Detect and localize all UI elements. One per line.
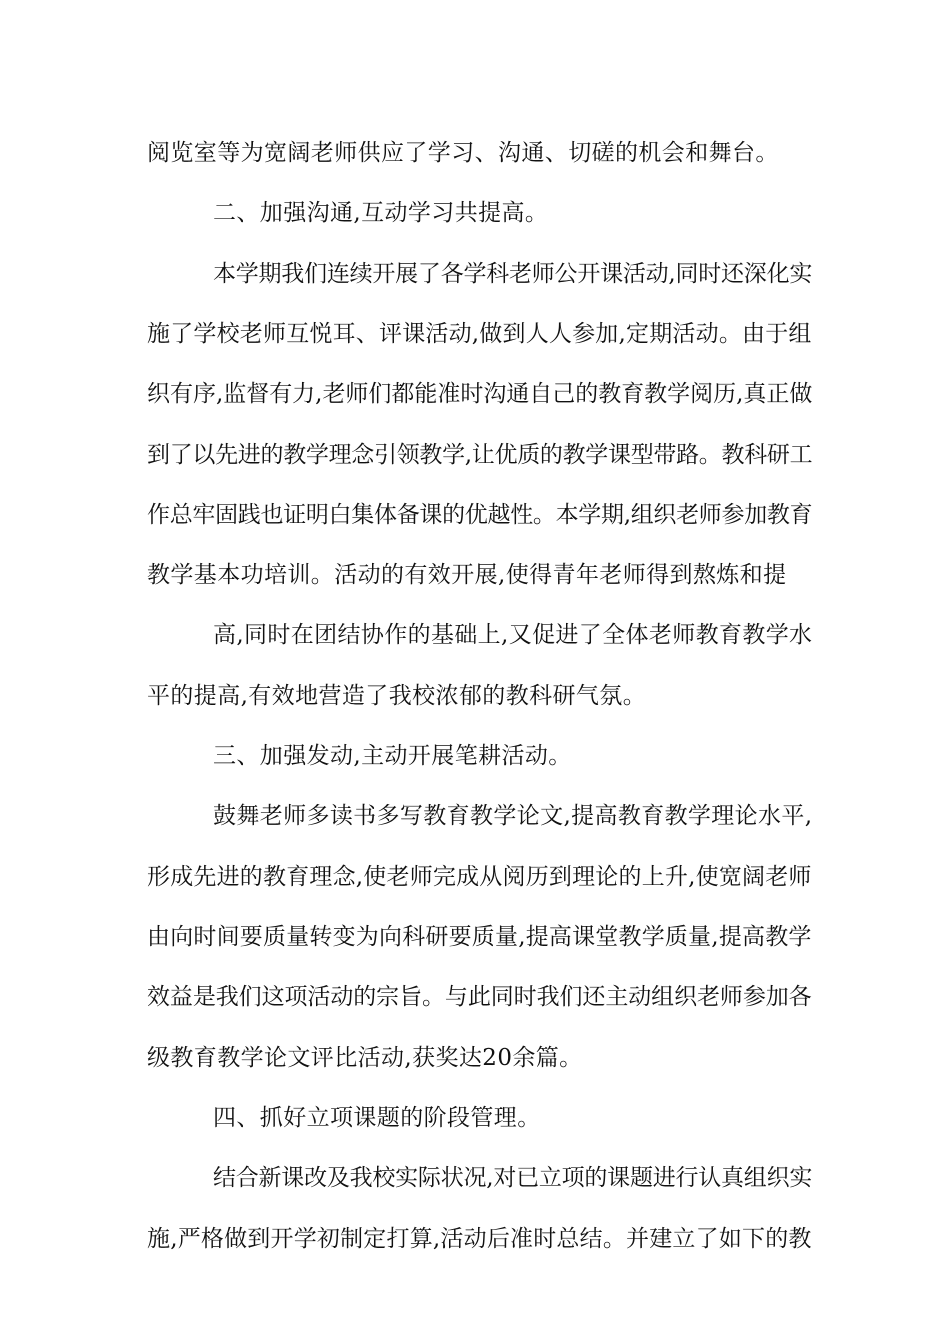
text-line: 级教育教学论文评比活动,获奖达20余篇。 xyxy=(147,1045,583,1071)
text-line: 教学基本功培训。活动的有效开展,使得青年老师得到熬炼和提 xyxy=(147,562,787,588)
text-line: 织有序,监督有力,老师们都能准时沟通自己的教育教学阅历,真正做 xyxy=(147,381,813,407)
text-line: 高,同时在团结协作的基础上,又促进了全体老师教育教学水 xyxy=(213,622,813,648)
text-line: 施,严格做到开学初制定打算,活动后准时总结。并建立了如下的教 xyxy=(147,1226,812,1252)
text-line: 本学期我们连续开展了各学科老师公开课活动,同时还深化实 xyxy=(213,261,813,287)
text-line: 到了以先进的教学理念引领教学,让优质的教学课型带路。教科研工 xyxy=(147,442,813,468)
text-line: 阅览室等为宽阔老师供应了学习、沟通、切磋的机会和舞台。 xyxy=(147,140,779,166)
text-line: 效益是我们这项活动的宗旨。与此同时我们还主动组织老师参加各 xyxy=(147,984,812,1010)
text-line: 由向时间要质量转变为向科研要质量,提高课堂教学质量,提高教学 xyxy=(147,924,812,950)
section-heading: 四、抓好立项课题的阶段管理。 xyxy=(213,1105,541,1131)
text-line: 施了学校老师互悦耳、评课活动,做到人人参加,定期活动。由于组 xyxy=(147,321,812,347)
text-line: 形成先进的教育理念,使老师完成从阅历到理论的上升,使宽阔老师 xyxy=(147,864,812,890)
text-line: 平的提高,有效地营造了我校浓郁的教科研气氛。 xyxy=(147,683,647,709)
text-line: 结合新课改及我校实际状况,对已立项的课题进行认真组织实 xyxy=(213,1165,813,1191)
text-line: 鼓舞老师多读书多写教育教学论文,提高教育教学理论水平, xyxy=(213,803,813,829)
text-line: 作总牢固践也证明白集体备课的优越性。本学期,组织老师参加教育 xyxy=(147,502,813,528)
section-heading: 二、加强沟通,互动学习共提高。 xyxy=(213,200,549,226)
section-heading: 三、加强发动,主动开展笔耕活动。 xyxy=(213,743,572,769)
